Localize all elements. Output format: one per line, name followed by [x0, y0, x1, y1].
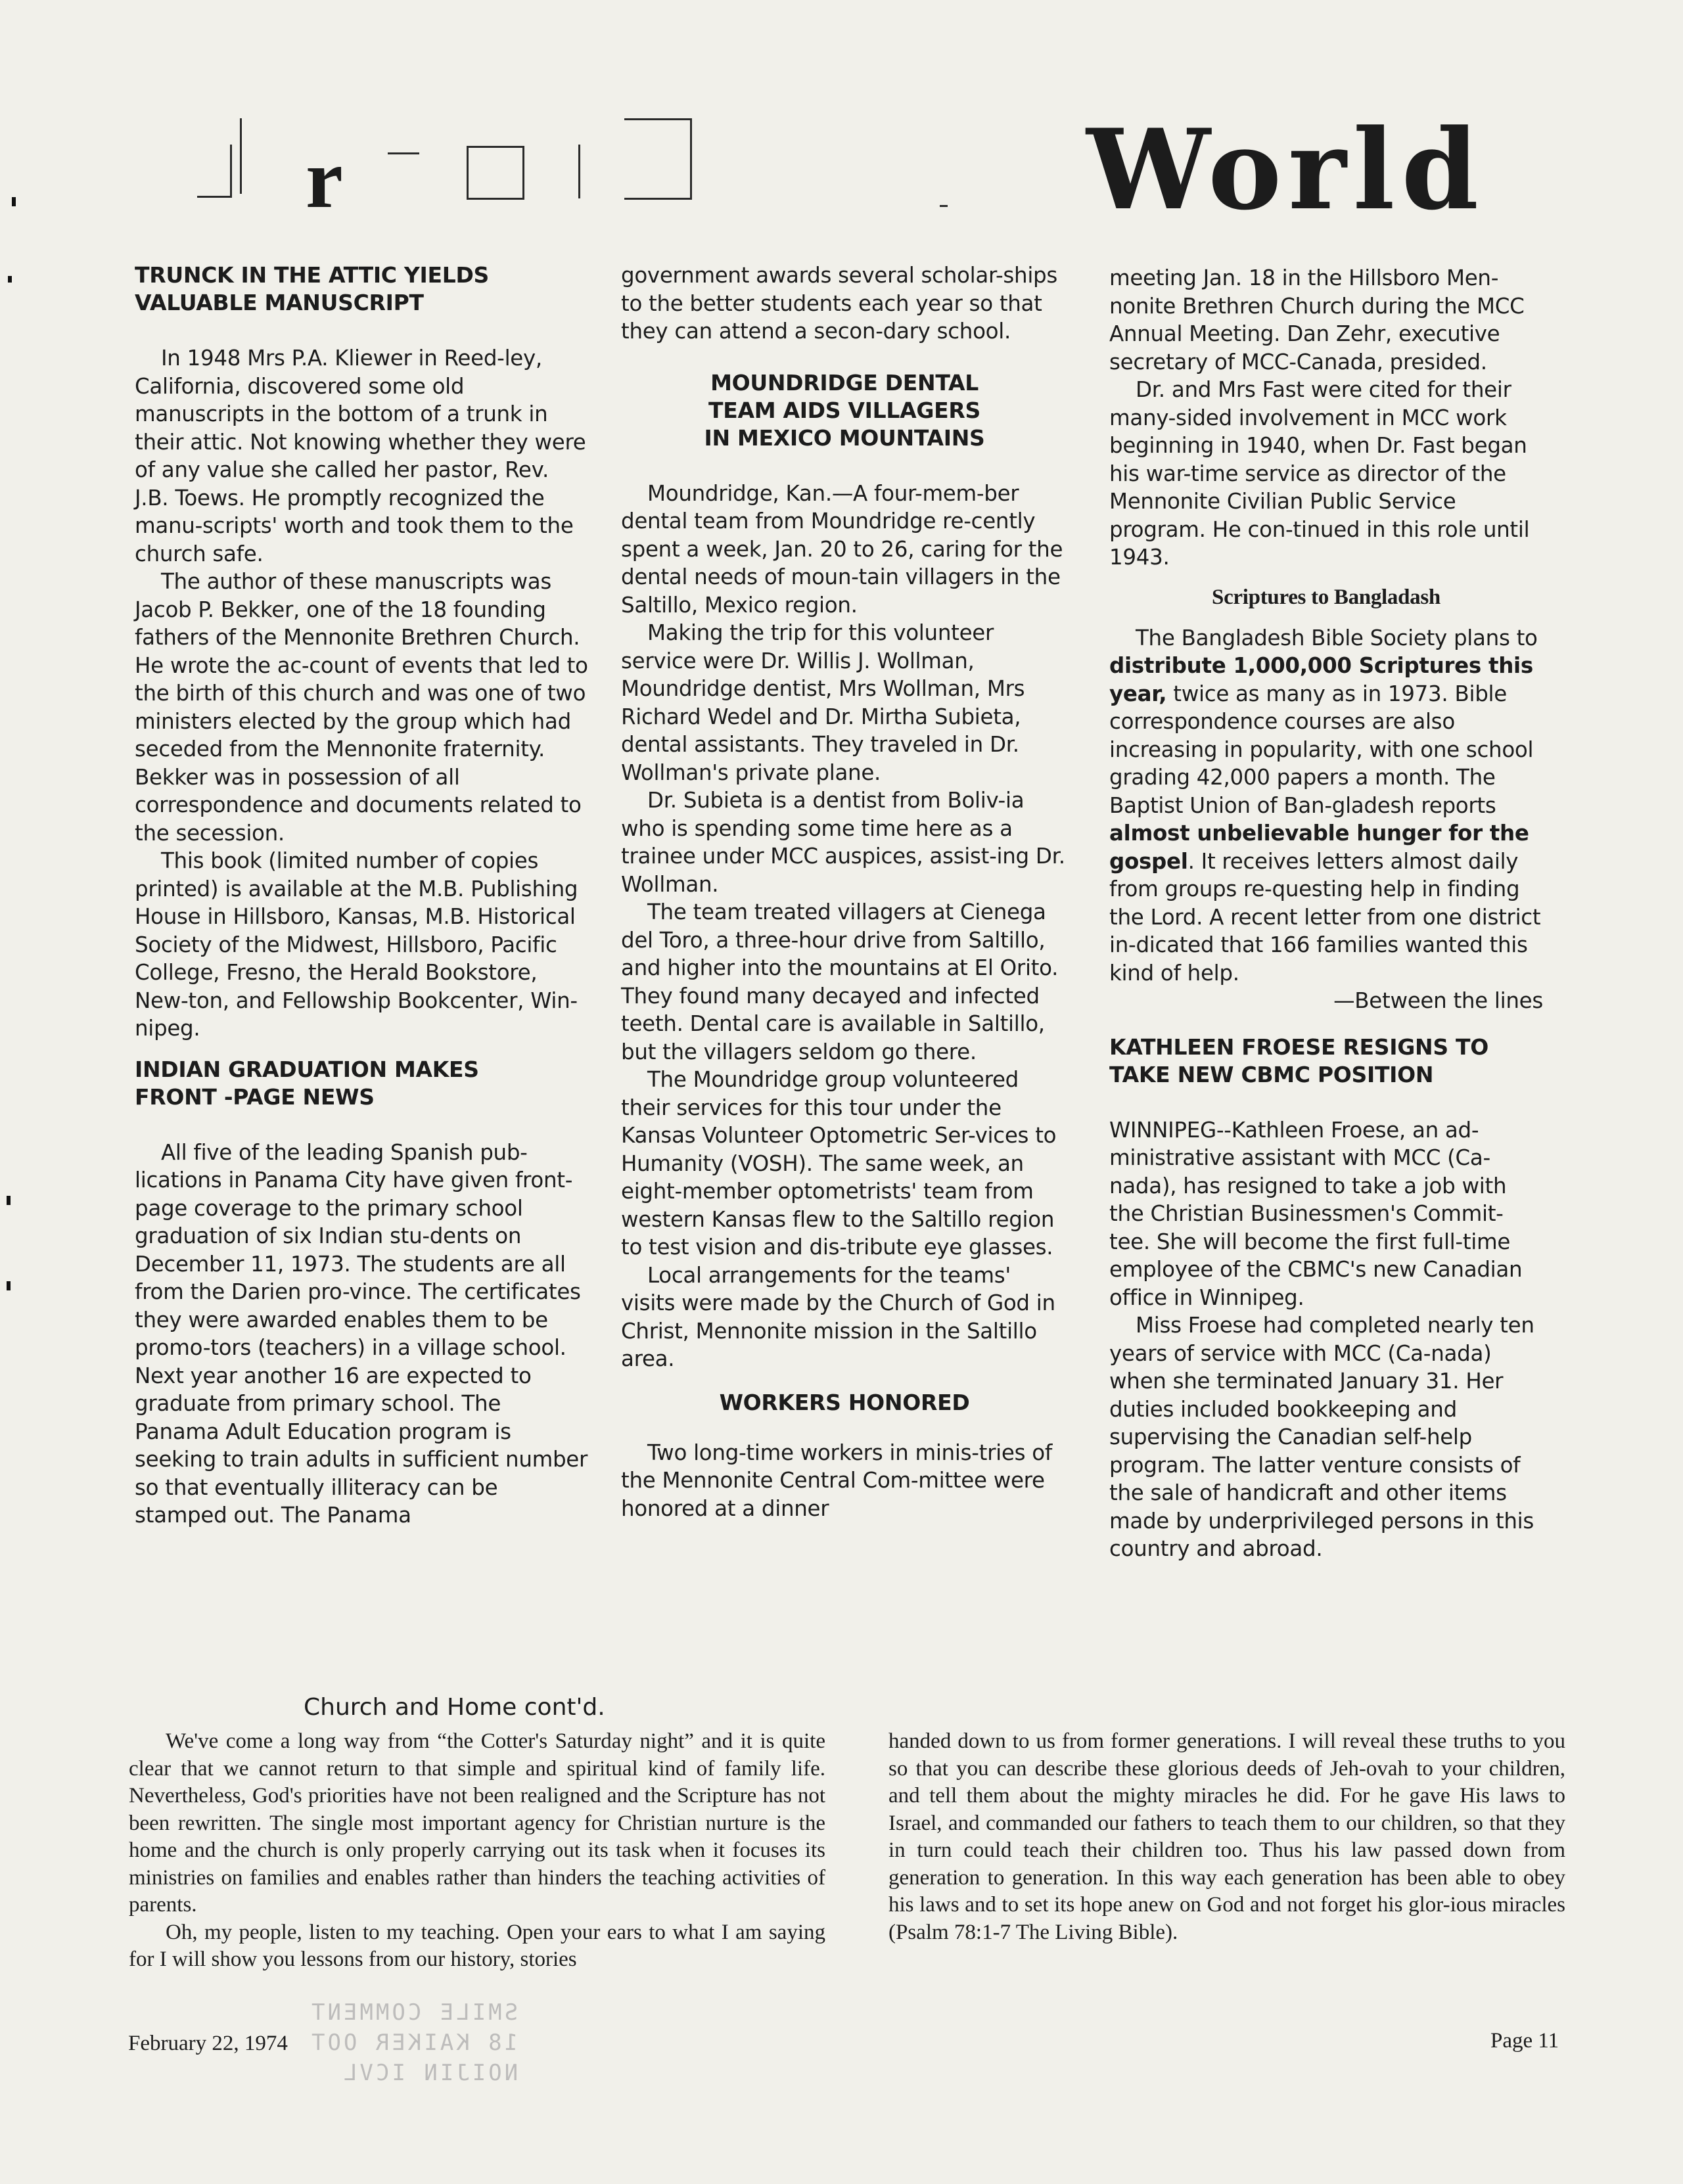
scan-mark	[8, 276, 12, 283]
paragraph: Miss Froese had completed nearly ten years of service with MCC (Ca-nada) when she terminated January 31. Her duties included bookkeeping and supervising the Canadian self-help program. The latter venture consists of the sale of handicraft and other items made by underprivileged persons in this country and abroad.	[1109, 1313, 1534, 1561]
headline-trunk: TRUNCK IN THE ATTIC YIELDS VALUABLE MANUSCRIPT	[135, 262, 490, 315]
masthead-faded-letter	[240, 118, 242, 194]
paragraph: The author of these manuscripts was Jacob P. Bekker, one of the 18 founding fathers of the Mennonite Brethren Church. He wrote the ac-count of events that led to the birth of this church and was one of two ministers elected by the group which had seceded from the Mennonite fraternity. Bekker was in possession of all correspondence and documents related to the secession.	[135, 569, 588, 846]
masthead-faded-letter	[388, 152, 419, 161]
masthead-partial-letter: r	[306, 132, 343, 225]
paragraph: meeting Jan. 18 in the Hillsboro Men-nonite Brethren Church during the MCC Annual Meeting. Dan Zehr, executive secretary of MCC-Canada, presided.	[1109, 265, 1525, 375]
paragraph: WINNIPEG--Kathleen Froese, an ad-ministrative assistant with MCC (Ca-nada), has resigned to take a job with the Christian Businessmen's Commit-tee. She will become the first full-time employee of the CBMC's new Canadian office in Winnipeg.	[1109, 1117, 1523, 1310]
scan-mark	[7, 1196, 11, 1205]
masthead	[197, 104, 1485, 235]
scan-mark	[12, 197, 16, 206]
masthead-faded-letter	[467, 146, 524, 200]
paragraph: This book (limited number of copies printed) is available at the M.B. Publishing House in Hillsboro, Kansas, M.B. Historical Society of the Midwest, Hillsboro, Pacific College, Fresno, the Herald Bookstore, New-ton, and Fellowship Bookcenter, Win-nipeg.	[135, 848, 578, 1041]
headline-moundridge-dental: MOUNDRIDGE DENTAL TEAM AIDS VILLAGERS IN MEXICO MOUNTAINS	[704, 369, 985, 451]
bottom-column-right	[888, 1728, 1565, 1946]
paragraph: handed down to us from former generations. I will reveal these truths to you so that you can describe these glorious deeds of Jeh-ovah to your children, and tell them about the mighty miracles he did. For he gave His laws to Israel, and commanded our fathers to teach them to our children, so that they in turn could teach their children too. Thus his law passed down from generation to generation. In this way each generation has been able to obey his laws and to set its hope anew on God and not forget his glor-ious miracles (Psalm 78:1-7 The Living Bible).	[888, 1729, 1565, 1944]
paragraph: government awards several scholar-ships to the better students each year so that they can attend a secon-dary school.	[621, 263, 1058, 344]
paragraph: Moundridge, Kan.—A four-mem-ber dental team from Moundridge re-cently spent a week, Jan. 20 to 26, caring for the dental needs of moun-tain villagers in the Saltillo, Mexico region.	[621, 480, 1063, 618]
headline-kathleen-froese: KATHLEEN FROESE RESIGNS TO TAKE NEW CBMC POSITION	[1109, 1034, 1488, 1087]
bottom-column-left	[129, 1728, 825, 1974]
paragraph: The Moundridge group volunteered their services for this tour under the Kansas Volunteer Optometric Ser-vices to Humanity (VOSH). The same week, an eight-member optometrists' team from western Kansas flew to the Saltillo region to test vision and dis-tribute eye glasses.	[621, 1067, 1057, 1260]
paragraph: The team treated villagers at Cienega del Toro, a three-hour drive from Saltillo, and higher into the mountains at El Orito. They found many decayed and infected teeth. Dental care is available in Saltillo, but the villagers seldom go there.	[621, 899, 1059, 1064]
column-3	[1109, 264, 1543, 1563]
headline-scriptures-bangladesh: Scriptures to Bangladash	[1212, 585, 1441, 609]
masthead-title: World	[1086, 104, 1485, 235]
paragraph: Making the trip for this volunteer service were Dr. Willis J. Wollman, Moundridge dentist, Mrs Wollman, Mrs Richard Wedel and Dr. Mirtha Subieta, dental assistants. They traveled in Dr. Wollman's private plane.	[621, 620, 1025, 785]
paragraph: Two long-time workers in minis-tries of the Mennonite Central Com-mittee were honored at a dinner	[621, 1440, 1052, 1521]
paragraph: All five of the leading Spanish pub-lications in Panama City have given front-page coverage to the primary school graduation of six Indian stu-dents on December 11, 1973. The students are all from the Darien pro-vince. The certificates they were awarded enables them to be promo-tors (teachers) in a village school. Next year another 16 are expected to graduate from primary school. The Panama Adult Education program is seeking to train adults in sufficient number so that eventually illiteracy can be stamped out. The Panama	[135, 1139, 588, 1528]
attribution: —Between the lines	[1333, 988, 1543, 1013]
paragraph: Dr. and Mrs Fast were cited for their many-sided involvement in MCC work beginning in 1940, when Dr. Fast began his war-time service as director of the Mennonite Civilian Public Service program. He con-tinued in this role until 1943.	[1109, 377, 1530, 570]
masthead-faded-letter	[197, 145, 232, 198]
column-1	[135, 262, 588, 1530]
paragraph-bangladesh: The Bangladesh Bible Society plans to distribute 1,000,000 Scriptures this year, twice as many as in 1973. Bible correspondence courses are also increasing in popularity, with one school grading 42,000 papers a month. The Baptist Union of Ban-gladesh reports almost unbelievable hunger for the gospel. It receives letters almost daily from groups re-questing help in finding the Lord. A recent letter from one district in-dicated that 166 families wanted this kind of help.	[1109, 625, 1541, 986]
scan-mark	[7, 1281, 11, 1290]
paragraph: Dr. Subieta is a dentist from Boliv-ia who is spending some time here as a trainee under MCC auspices, assist-ing Dr. Wollman.	[621, 788, 1065, 897]
headline-indian-graduation: INDIAN GRADUATION MAKES FRONT -PAGE NEWS	[135, 1056, 479, 1110]
column-2	[621, 262, 1068, 1522]
continued-article-title: Church and Home cont'd.	[304, 1694, 605, 1721]
paragraph: In 1948 Mrs P.A. Kliewer in Reed-ley, California, discovered some old manuscripts in the bottom of a trunk in their attic. Not knowing whether they were of any value she called her pastor, Rev. J.B. Toews. He promptly recognized the manu-scripts' worth and took them to the church safe.	[135, 346, 586, 566]
paragraph: Oh, my people, listen to my teaching. Open your ears to what I am saying for I will show you lessons from our history, stories	[129, 1920, 825, 1971]
paragraph: We've come a long way from “the Cotter's Saturday night” and it is quite clear that we cannot return to that simple and spiritual kind of family life. Nevertheless, God's priorities have not been realigned and the Scripture has not been rewritten. The single most important agency for Christian nurture is the home and the church is only properly carrying out its task when it focuses its ministries on families and enables rather than hinders the teaching activities of parents.	[129, 1729, 825, 1917]
bleed-through-text: SMILE COMMENT 18 KAIKER OOT NOIJIN ICVL	[309, 1999, 519, 2086]
paragraph: Local arrangements for the teams' visits were made by the Church of God in Christ, Mennonite mission in the Saltillo area.	[621, 1262, 1055, 1371]
masthead-faded-letter	[940, 205, 948, 207]
masthead-faded-letter	[624, 118, 692, 200]
footer-date: February 22, 1974	[128, 2032, 288, 2055]
masthead-faded-letter	[578, 145, 580, 198]
headline-workers-honored: WORKERS HONORED	[719, 1389, 970, 1415]
page-number: Page 11	[1490, 2029, 1559, 2053]
